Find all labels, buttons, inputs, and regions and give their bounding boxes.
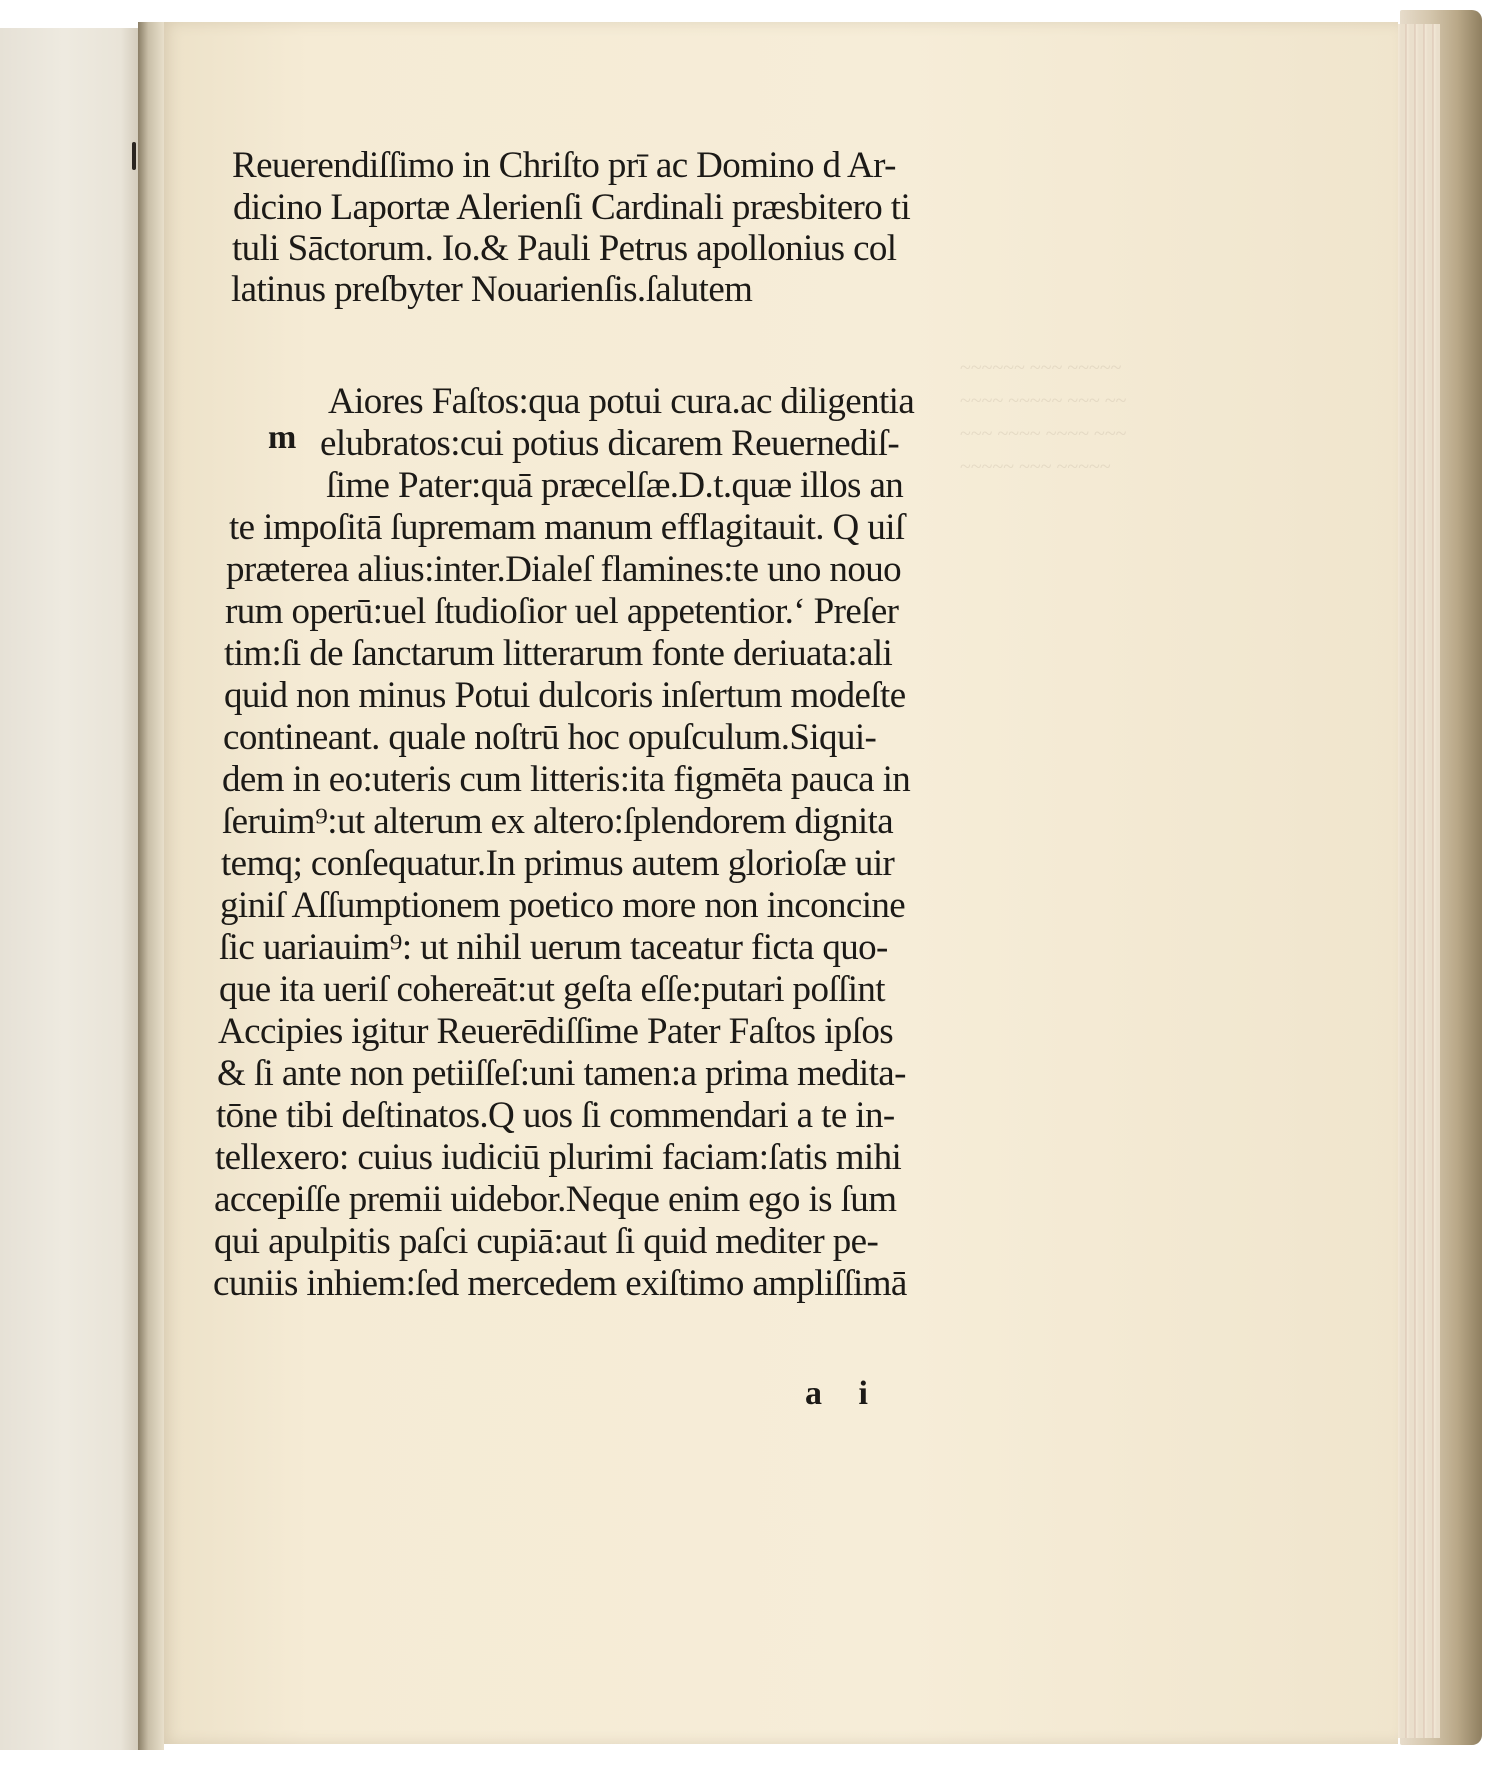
show-through-texture: ~~~~~~ ~~~ ~~~~~ ~~~~ ~~~~~ ~~~ ~~ ~~~ ~~~~ ~~~~ ~~~ ~~~~~ ~~~ ~~~~~ [960,357,1127,478]
dedication-line: dicino Laportæ Alerienſi Cardinali præsbitero ti [233,187,911,228]
body-line: rum operū:uel ſtudioſior uel appetentior.ʻ Preſer [225,591,899,632]
page-edges [1392,24,1440,1738]
body-line: que ita ueriſ cohereāt:ut geſta eſſe:putari poſſint [219,969,885,1010]
body-line: tōne tibi deſtinatos.Q uos ſi commendari a te in- [216,1095,895,1136]
body-line: te impoſitā ſupremam manum efflagitauit. Q uiſ [229,507,905,548]
body-line: dem in eo:uteris cum litteris:ita figmēta pauca in [222,759,911,800]
body-line: qui apulpitis paſci cupiā:aut ſi quid mediter pe- [214,1221,879,1262]
body-line: tim:ſi de ſanctarum litterarum fonte deriuata:ali [224,633,893,674]
body-line: accepiſſe premii uidebor.Neque enim ego is ſum [214,1179,897,1220]
dedication-line: Reuerendiſſimo in Chriſto prī ac Domino d Ar- [232,145,896,186]
dedication-line: latinus preſbyter Nouarienſis.ſalutem [231,269,753,310]
body-line: præterea alius:inter.Dialeſ flamines:te uno nouo [226,549,902,590]
left-page [0,28,143,1750]
body-line: & ſi ante non petiiſſeſ:uni tamen:a prima medita- [217,1053,906,1094]
body-line: contineant. quale noſtrū hoc opuſculum.Siqui- [223,717,877,758]
margin-mark [132,142,136,170]
body-line: giniſ Aſſumptionem poetico more non inconcine [220,885,906,926]
body-line: temq; conſequatur.In primus autem glorioſæ uir [221,843,895,884]
book-gutter [138,22,164,1750]
body-line: ſeruim⁹:ut alterum ex altero:ſplendorem dignita [222,801,894,842]
initial-guide-letter: m [268,419,297,456]
body-line: Accipies igitur Reuerēdiſſime Pater Faſtos ipſos [218,1011,894,1052]
body-line: ſic uariauim⁹: ut nihil uerum taceatur ficta quo- [219,927,888,968]
body-line: cuniis inhiem:ſed mercedem exiſtimo ampliſſimā [213,1263,907,1304]
signature-mark: a i [805,1375,882,1412]
body-line: tellexero: cuius iudiciū plurimi faciam:ſatis mihi [215,1137,902,1178]
dedication-line: tuli Sāctorum. Io.& Pauli Petrus apollonius col [232,228,897,269]
body-line: ſime Pater:quā præcelſæ.D.t.quæ illos an [326,465,904,506]
body-line: quid non minus Potui dulcoris inſertum modeſte [224,675,906,716]
body-line: elubratos:cui potius dicarem Reuernediſ- [320,423,900,464]
body-line: Aiores Faſtos:qua potui cura.ac diligentia [328,381,915,422]
